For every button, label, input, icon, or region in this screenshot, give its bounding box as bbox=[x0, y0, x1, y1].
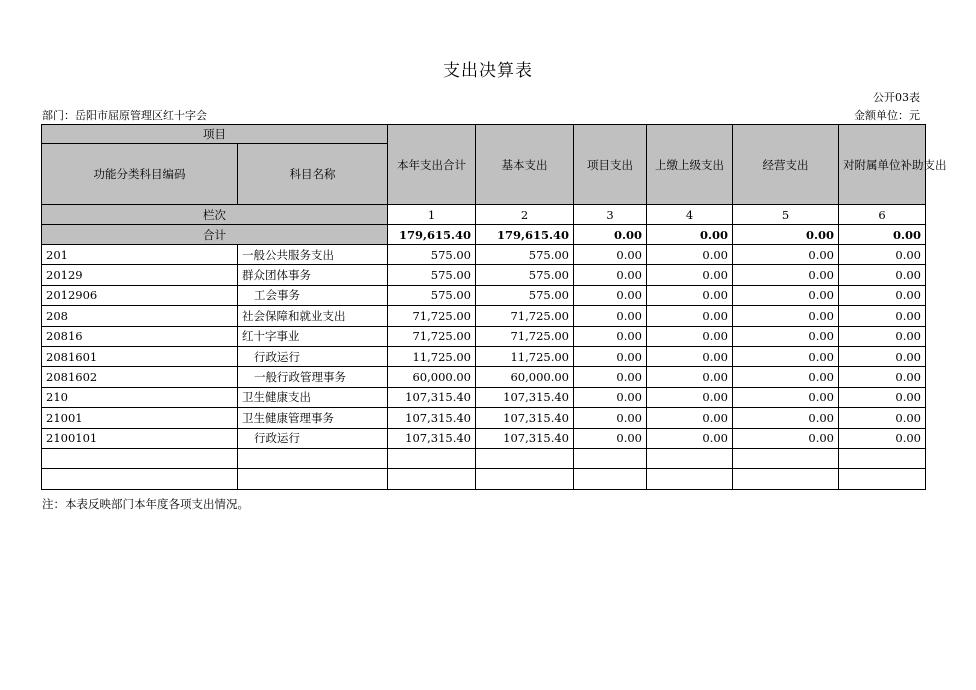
row-value: 0.00 bbox=[647, 265, 733, 285]
row-value: 0.00 bbox=[733, 408, 839, 428]
row-value: 71,725.00 bbox=[388, 326, 476, 346]
row-name: 社会保障和就业支出 bbox=[238, 306, 388, 326]
row-code: 210 bbox=[42, 387, 238, 407]
column-number-row bbox=[42, 205, 926, 225]
table-row bbox=[42, 326, 926, 346]
column-number: 4 bbox=[647, 205, 733, 225]
header-basic: 基本支出 bbox=[476, 125, 574, 205]
row-value: 575.00 bbox=[476, 245, 574, 265]
row-code: 2081601 bbox=[42, 346, 238, 366]
table-row bbox=[42, 408, 926, 428]
row-value: 575.00 bbox=[388, 285, 476, 305]
row-value: 0.00 bbox=[839, 265, 926, 285]
row-value: 107,315.40 bbox=[388, 408, 476, 428]
row-value: 0.00 bbox=[733, 428, 839, 448]
row-code: 201 bbox=[42, 245, 238, 265]
header-row-project bbox=[42, 125, 926, 144]
row-value: 0.00 bbox=[733, 265, 839, 285]
total-value: 0.00 bbox=[647, 225, 733, 245]
row-name: 卫生健康管理事务 bbox=[238, 408, 388, 428]
row-name: 一般行政管理事务 bbox=[238, 367, 388, 387]
row-value: 71,725.00 bbox=[476, 326, 574, 346]
row-value: 0.00 bbox=[647, 306, 733, 326]
row-value: 107,315.40 bbox=[476, 408, 574, 428]
row-value: 0.00 bbox=[839, 245, 926, 265]
empty-row bbox=[42, 469, 926, 489]
row-name: 行政运行 bbox=[238, 346, 388, 366]
table-row bbox=[42, 265, 926, 285]
header-subsidy: 对附属单位补助支出 bbox=[839, 125, 926, 205]
row-value: 0.00 bbox=[839, 346, 926, 366]
total-row bbox=[42, 225, 926, 245]
row-name: 行政运行 bbox=[238, 428, 388, 448]
row-value: 0.00 bbox=[839, 285, 926, 305]
department-label: 部门：岳阳市屈原管理区红十字会 bbox=[42, 109, 207, 122]
row-code: 2081602 bbox=[42, 367, 238, 387]
total-value: 0.00 bbox=[839, 225, 926, 245]
row-value: 11,725.00 bbox=[476, 346, 574, 366]
row-value: 0.00 bbox=[574, 408, 647, 428]
row-value: 0.00 bbox=[647, 326, 733, 346]
row-code: 2012906 bbox=[42, 285, 238, 305]
header-project-expense: 项目支出 bbox=[574, 125, 647, 205]
row-value: 71,725.00 bbox=[476, 306, 574, 326]
total-label: 合计 bbox=[42, 225, 388, 245]
table-row bbox=[42, 346, 926, 366]
row-value: 0.00 bbox=[733, 367, 839, 387]
row-value: 0.00 bbox=[647, 245, 733, 265]
row-value: 107,315.40 bbox=[388, 387, 476, 407]
column-number: 3 bbox=[574, 205, 647, 225]
row-value: 0.00 bbox=[733, 285, 839, 305]
table-row bbox=[42, 306, 926, 326]
row-value: 0.00 bbox=[574, 265, 647, 285]
row-value: 71,725.00 bbox=[388, 306, 476, 326]
row-value: 0.00 bbox=[839, 306, 926, 326]
row-value: 0.00 bbox=[839, 428, 926, 448]
total-value: 179,615.40 bbox=[388, 225, 476, 245]
column-number: 2 bbox=[476, 205, 574, 225]
row-value: 11,725.00 bbox=[388, 346, 476, 366]
row-code: 2100101 bbox=[42, 428, 238, 448]
header-name: 科目名称 bbox=[238, 144, 388, 205]
row-name: 工会事务 bbox=[238, 285, 388, 305]
row-value: 0.00 bbox=[733, 346, 839, 366]
row-value: 0.00 bbox=[574, 387, 647, 407]
row-value: 107,315.40 bbox=[476, 428, 574, 448]
row-value: 575.00 bbox=[388, 265, 476, 285]
page-title: 支出决算表 bbox=[443, 61, 533, 81]
row-value: 0.00 bbox=[733, 326, 839, 346]
total-value: 0.00 bbox=[574, 225, 647, 245]
table-row bbox=[42, 428, 926, 448]
table-row bbox=[42, 245, 926, 265]
header-upper: 上缴上级支出 bbox=[647, 125, 733, 205]
header-business: 经营支出 bbox=[733, 125, 839, 205]
total-value: 179,615.40 bbox=[476, 225, 574, 245]
amount-unit-label: 金额单位：元 bbox=[854, 109, 920, 122]
row-value: 0.00 bbox=[839, 326, 926, 346]
row-value: 0.00 bbox=[839, 408, 926, 428]
row-name: 卫生健康支出 bbox=[238, 387, 388, 407]
row-code: 208 bbox=[42, 306, 238, 326]
row-value: 0.00 bbox=[647, 285, 733, 305]
header-total: 本年支出合计 bbox=[388, 125, 476, 205]
table-row bbox=[42, 387, 926, 407]
row-value: 0.00 bbox=[647, 387, 733, 407]
column-number-label: 栏次 bbox=[42, 205, 388, 225]
row-code: 20129 bbox=[42, 265, 238, 285]
header-code: 功能分类科目编码 bbox=[42, 144, 238, 205]
row-value: 575.00 bbox=[476, 265, 574, 285]
row-value: 0.00 bbox=[733, 387, 839, 407]
column-number: 1 bbox=[388, 205, 476, 225]
row-value: 0.00 bbox=[574, 428, 647, 448]
row-value: 60,000.00 bbox=[476, 367, 574, 387]
form-number: 公开03表 bbox=[873, 91, 920, 104]
row-value: 0.00 bbox=[574, 326, 647, 346]
row-value: 0.00 bbox=[647, 428, 733, 448]
expenditure-table bbox=[41, 124, 947, 490]
row-value: 575.00 bbox=[388, 245, 476, 265]
table-row bbox=[42, 367, 926, 387]
row-value: 107,315.40 bbox=[388, 428, 476, 448]
column-number: 6 bbox=[839, 205, 926, 225]
row-value: 0.00 bbox=[839, 367, 926, 387]
row-value: 0.00 bbox=[733, 245, 839, 265]
row-code: 21001 bbox=[42, 408, 238, 428]
table-note: 注：本表反映部门本年度各项支出情况。 bbox=[42, 497, 249, 511]
row-value: 0.00 bbox=[574, 245, 647, 265]
row-value: 0.00 bbox=[574, 306, 647, 326]
column-number: 5 bbox=[733, 205, 839, 225]
row-value: 60,000.00 bbox=[388, 367, 476, 387]
empty-row bbox=[42, 448, 926, 468]
row-name: 红十字事业 bbox=[238, 326, 388, 346]
row-value: 0.00 bbox=[574, 285, 647, 305]
row-value: 0.00 bbox=[733, 306, 839, 326]
row-value: 0.00 bbox=[647, 367, 733, 387]
row-name: 一般公共服务支出 bbox=[238, 245, 388, 265]
row-value: 0.00 bbox=[839, 387, 926, 407]
row-value: 0.00 bbox=[574, 346, 647, 366]
row-value: 0.00 bbox=[574, 367, 647, 387]
row-value: 0.00 bbox=[647, 346, 733, 366]
row-value: 107,315.40 bbox=[476, 387, 574, 407]
row-name: 群众团体事务 bbox=[238, 265, 388, 285]
table-row bbox=[42, 285, 926, 305]
row-value: 0.00 bbox=[647, 408, 733, 428]
row-value: 575.00 bbox=[476, 285, 574, 305]
header-project: 项目 bbox=[42, 125, 388, 144]
row-code: 20816 bbox=[42, 326, 238, 346]
total-value: 0.00 bbox=[733, 225, 839, 245]
